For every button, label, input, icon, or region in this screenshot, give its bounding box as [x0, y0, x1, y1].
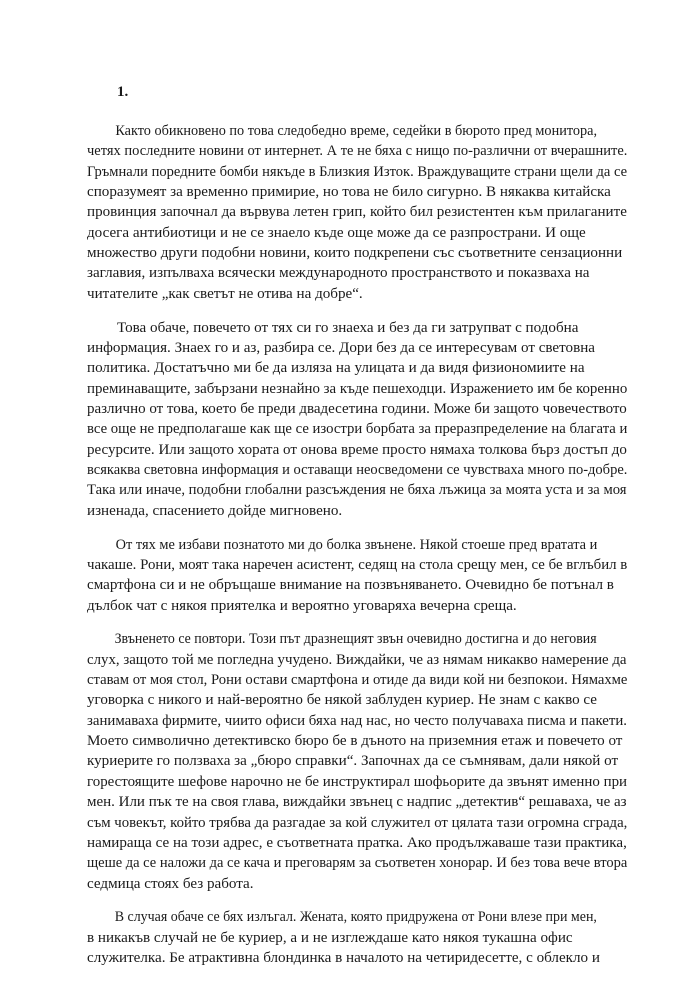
body-text — [87, 121, 627, 982]
text-line: служителка. Бе атрактивна блондинка в началото на четиридесетте, с облекло и — [87, 950, 600, 967]
paragraph — [87, 629, 627, 893]
text-line: горестоящите шефове нарочно не бе инструктирал шофьорите да звънят именно при — [87, 773, 628, 790]
paragraph — [87, 535, 627, 616]
text-line: намираща се на този адрес, е съответната пратка. Ако продължаваше тази практика, — [87, 834, 627, 851]
paragraph — [87, 318, 627, 521]
text-line: ставам от моя стол, Рони остави смартфона и отиде да види кой ни безпокои. Нямахме — [87, 672, 628, 689]
text-line: В случая обаче се бях излъгал. Жената, която придружена от Рони влезе при мен, — [114, 909, 597, 926]
text-line: множество други подобни новини, които подкрепени със съответните сензационни — [87, 245, 623, 262]
text-line: мен. Или пък те на своя глава, виждайки звънец с надпис „детектив“ решаваха, че аз — [87, 794, 627, 811]
text-line: щеше да се наложи да се кача и преговарям за съответен хонорар. И без това вече втора — [87, 855, 628, 872]
text-line: куриерите го ползваха за „бюро справки“. Започнах да се съмнявам, дали някой от — [87, 753, 619, 770]
text-line: ресурсите. Или защото хората от онова време просто нямаха толкова бърз достъп до — [87, 441, 627, 458]
text-line: политика. Достатъчно ми бе да изляза на улицата и да видя физиономиите на — [87, 360, 585, 377]
paragraph — [87, 121, 627, 304]
text-line: Гръмнали поредните бомби някъде в Близкия Изток. Враждуващите страни щели да се — [87, 163, 628, 180]
text-line: слух, защото той ме погледна учудено. Виждайки, че аз нямам никакво намерение да — [87, 651, 627, 668]
text-line: в никакъв случай не бе куриер, а и не изглеждаше като някоя тукашна офис — [87, 929, 573, 946]
text-line: От тях ме избави познатото ми до болка звънене. Някой стоеше пред вратата и — [115, 536, 598, 553]
text-line: уговорка с никого и най-вероятно бе някой заблуден куриер. Не знам с какво се — [87, 692, 598, 709]
text-line: чакаше. Рони, моят така наречен асистент, седящ на стола срещу мен, се бе вглъбил в — [87, 556, 628, 573]
text-line: все още не предполагаше как ще се изостри борбата за преразпределение на благата и — [87, 421, 628, 438]
text-line: Моето символично детективско бюро бе в дъното на приземния етаж и повечето от — [87, 733, 623, 750]
text-line: Звъненето се повтори. Този път дразнещият звън очевидно достигна и до неговия — [114, 631, 597, 648]
text-line: преминаващите, забързани незнайно за къде пешеходци. Изражението им бе коренно — [87, 380, 628, 397]
text-line: всякаква световна информация и оставащи неосведомени се чувстваха много по-добре. — [87, 462, 628, 478]
text-line: провинция започнал да вървува летен грип, който бил резистентен към прилаганите — [87, 204, 627, 221]
text-line: Това обаче, повечето от тях си го знаеха и без да ги затрупват с подобна — [117, 319, 579, 336]
text-line: съм човекът, който трябва да разгадае за кой служител от цялата тази огромна сграда, — [87, 814, 628, 831]
text-line: четях последните новини от интернет. А те не бяха с нищо по-различни от вчерашните. — [87, 143, 628, 160]
text-line: Както обикновено по това следобедно време, седейки в бюрото пред монитора, — [115, 123, 598, 139]
text-line: изненада, спасението дойде мигновено. — [87, 502, 343, 519]
paragraph — [87, 907, 627, 968]
text-line: различно от това, което бе преди двадесетина години. Може би защото човечеството — [87, 400, 627, 417]
text-line: заглавия, изпълваха всячески международното пространството и показваха на — [87, 265, 590, 282]
text-line: седмица стоях без работа. — [87, 875, 254, 892]
text-line: занимаваха фирмите, чиито офиси бяха над нас, но често получаваха писма и пакети. — [87, 712, 628, 729]
text-line: смартфона си и не обръщаше внимание на позвъняването. Очевидно бе потънал в — [87, 577, 614, 594]
text-line: читателите „как светът не отива на добре“. — [87, 285, 363, 302]
chapter-number: 1. — [117, 84, 129, 100]
text-line: Така или иначе, подобни глобални разсъждения не бяха лъжица за моята уста и за моя — [87, 482, 627, 499]
text-line: споразумеят за временно примирие, но това не било сигурно. В някаква китайска — [87, 184, 611, 201]
text-line: информация. Знаех го и аз, разбира се. Дори без да се интересувам от световна — [87, 339, 595, 356]
text-line: дълбок чат с някоя приятелка и вероятно уговаряха вечерна среща. — [87, 597, 517, 614]
text-line: досега антибиотици и не се знаело къде още може да се разпространи. И още — [87, 224, 586, 241]
